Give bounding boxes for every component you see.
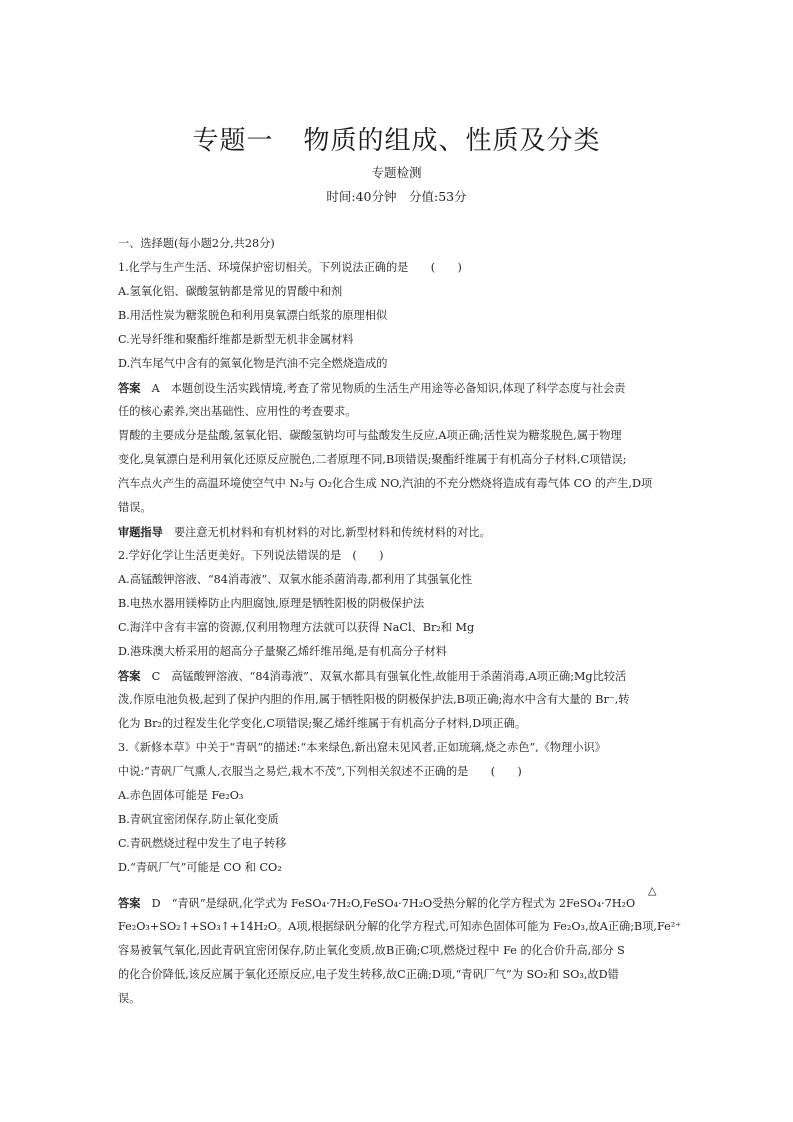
- answer-label: 答案: [118, 669, 141, 683]
- q3-stem-1: 3.《新修本草》中关于“青矾”的描述:“本来绿色,新出窟未见风者,正如琉璃,烧之赤色”,《物理小识》: [118, 741, 606, 754]
- page-title: [0, 120, 793, 157]
- q1-option-c: C.光导纤维和聚酯纤维都是新型无机非金属材料: [118, 333, 354, 346]
- q1-answer: [118, 381, 678, 396]
- guide-label: 审题指导: [118, 525, 163, 539]
- q2-answer: [118, 669, 678, 684]
- q1-option-b: B.用活性炭为糖浆脱色和利用臭氧漂白纸浆的原理相似: [118, 309, 388, 322]
- q1-guide: [118, 525, 678, 540]
- section-heading: 一、选择题(每小题2分,共28分): [118, 237, 275, 250]
- q2-option-b: B.电热水器用镁棒防止内胆腐蚀,原理是牺牲阳极的阴极保护法: [118, 597, 425, 610]
- answer-label: 答案: [118, 896, 141, 910]
- q2-stem: 2.学好化学让生活更美好。下列说法错误的是 ( ): [118, 549, 384, 562]
- title-text: 物质的组成、性质及分类: [303, 126, 601, 156]
- q2-option-c: C.海洋中含有丰富的资源,仅利用物理方法就可以获得 NaCl、Br₂和 Mg: [118, 621, 475, 634]
- q2-answer-cont-1: 泼,作原电池负极,起到了保护内胆的作用,属于牺牲阳极的阴极保护法,B项正确;海水中含有大量的 Br⁻,转: [118, 693, 630, 706]
- q3-option-c: C.青矾燃烧过程中发生了电子转移: [118, 837, 287, 850]
- heat-delta-symbol: △: [648, 884, 657, 897]
- subtitle: 专题检测: [371, 165, 422, 180]
- answer-text: C 高锰酸钾溶液、“84消毒液”、双氧水都具有强氧化性,故能用于杀菌消毒,A项正确;Mg比较活: [140, 670, 627, 683]
- q1-option-a: A.氢氧化铝、碳酸氢钠都是常见的胃酸中和剂: [118, 285, 343, 298]
- q3-option-d: D.“青矾厂气”可能是 CO 和 CO₂: [118, 861, 282, 874]
- q2-option-a: A.高锰酸钾溶液、“84消毒液”、双氧水能杀菌消毒,都利用了其强氧化性: [118, 573, 473, 586]
- q3-stem-2: 中说:“青矾厂气熏人,衣服当之易烂,栽木不茂”,下列相关叙述不正确的是 ( ): [118, 765, 522, 778]
- title-topic: 专题一: [192, 126, 274, 156]
- q1-option-d: D.汽车尾气中含有的氮氧化物是汽油不完全燃烧造成的: [118, 357, 388, 370]
- q3-answer: [118, 896, 678, 911]
- q1-answer-cont: 任的核心素养,突出基础性、应用性的考查要求。: [118, 405, 357, 418]
- q2-option-d: D.港珠澳大桥采用的超高分子量聚乙烯纤维吊绳,是有机高分子材料: [118, 645, 447, 658]
- q2-answer-cont-2: 化为 Br₂的过程发生化学变化,C项错误;聚乙烯纤维属于有机高分子材料,D项正确。: [118, 717, 527, 730]
- q1-stem: 1.化学与生产生活、环境保护密切相关。下列说法正确的是 ( ): [118, 261, 462, 274]
- q1-explain-4: 错误。: [118, 501, 152, 514]
- q3-answer-cont-2: 容易被氧气氧化,因此青矾宜密闭保存,防止氧化变质,故B正确;C项,燃烧过程中 Fe 的化合价升高,部分 S: [118, 944, 625, 957]
- answer-text: A 本题创设生活实践情境,考查了常见物质的生活生产用途等必备知识,体现了科学态度与社会责: [140, 382, 626, 395]
- answer-text: D “青矾”是绿矾,化学式为 FeSO₄·7H₂O,FeSO₄·7H₂O受热分解的化学方程式为 2FeSO₄·7H₂O: [140, 897, 636, 910]
- q3-answer-cont-4: 误。: [118, 992, 141, 1005]
- answer-label: 答案: [118, 381, 141, 395]
- q3-option-a: A.赤色固体可能是 Fe₂O₃: [118, 789, 244, 802]
- q1-explain-1: 胃酸的主要成分是盐酸,氢氧化铝、碳酸氢钠均可与盐酸发生反应,A项正确;活性炭为糖浆脱色,属于物理: [118, 429, 622, 442]
- time-score: 时间:40分钟 分值:53分: [326, 189, 467, 204]
- q3-answer-cont-1: Fe₂O₃+SO₂↑+SO₃↑+14H₂O。A项,根据绿矾分解的化学方程式,可知赤色固体可能为 Fe₂O₃,故A正确;B项,Fe²⁺: [118, 920, 682, 933]
- guide-text: 要注意无机材料和有机材料的对比,新型材料和传统材料的对比。: [162, 526, 491, 539]
- q3-answer-cont-3: 的化合价降低,该反应属于氧化还原反应,电子发生转移,故C正确;D项,“青矾厂气”为 SO₂和 SO₃,故D错: [118, 968, 619, 981]
- q3-option-b: B.青矾宜密闭保存,防止氧化变质: [118, 813, 279, 826]
- q1-explain-3: 汽车点火产生的高温环境使空气中 N₂与 O₂化合生成 NO,汽油的不充分燃烧将造成有毒气体 CO 的产生,D项: [118, 477, 653, 490]
- q1-explain-2: 变化,臭氧漂白是利用氧化还原反应脱色,二者原理不同,B项错误;聚酯纤维属于有机高分子材料,C项错误;: [118, 453, 627, 466]
